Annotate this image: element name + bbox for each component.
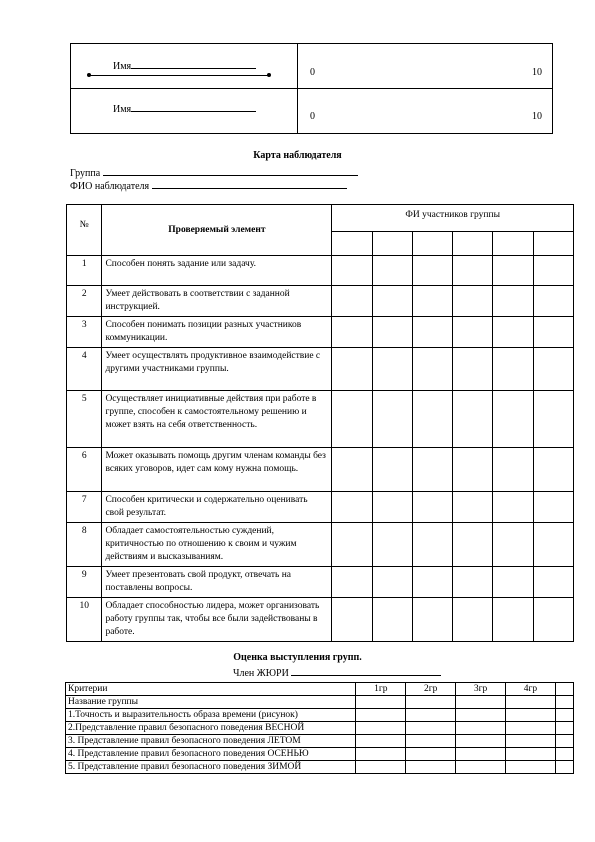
mark-cell[interactable] (412, 523, 452, 567)
mark-cell[interactable] (493, 348, 533, 391)
mark-cell[interactable] (412, 448, 452, 492)
row-element: Способен понимать позиции разных участников коммуникации. (102, 317, 332, 348)
mark-cell[interactable] (332, 256, 372, 286)
mark-cell[interactable] (453, 286, 493, 317)
mark-cell[interactable] (453, 317, 493, 348)
mark-cell[interactable] (332, 448, 372, 492)
table-row (66, 696, 574, 709)
col-group-header: 1гр (356, 683, 406, 696)
col-participants-header: ФИ участников группы (332, 205, 574, 232)
score-cell[interactable] (406, 696, 456, 709)
row-num: 2 (67, 286, 102, 317)
mark-cell[interactable] (372, 567, 412, 598)
scale-range-cell (298, 89, 553, 134)
score-cell[interactable] (456, 735, 506, 748)
mark-cell[interactable] (332, 567, 372, 598)
score-cell[interactable] (456, 696, 506, 709)
mark-cell[interactable] (453, 598, 493, 642)
mark-cell[interactable] (412, 348, 452, 391)
scale-min: 0 (310, 67, 315, 78)
score-cell[interactable] (456, 761, 506, 774)
table-row (67, 391, 574, 448)
mark-cell[interactable] (412, 598, 452, 642)
mark-cell[interactable] (453, 523, 493, 567)
mark-cell[interactable] (533, 256, 573, 286)
observer-table (66, 204, 574, 642)
row-num: 1 (67, 256, 102, 286)
mark-cell[interactable] (493, 391, 533, 448)
mark-cell[interactable] (453, 348, 493, 391)
row-num: 5 (67, 391, 102, 448)
mark-cell[interactable] (493, 523, 533, 567)
scale-table (70, 43, 553, 134)
mark-cell[interactable] (493, 448, 533, 492)
mark-cell[interactable] (332, 286, 372, 317)
jury-member-field[interactable]: Член ЖЮРИ (233, 666, 441, 679)
score-cell[interactable] (406, 748, 456, 761)
score-cell[interactable] (406, 761, 456, 774)
score-cell[interactable] (356, 735, 406, 748)
criteria-cell: 2.Представление правил безопасного поведения ВЕСНОЙ (66, 722, 356, 735)
col-group-header: 2гр (406, 683, 456, 696)
mark-cell[interactable] (412, 317, 452, 348)
mark-cell[interactable] (372, 448, 412, 492)
scale-max: 10 (532, 67, 542, 78)
score-cell[interactable] (356, 748, 406, 761)
scale-name-cell (71, 44, 298, 89)
mark-cell[interactable] (493, 492, 533, 523)
table-row (67, 348, 574, 391)
table-row (67, 598, 574, 642)
mark-cell[interactable] (332, 523, 372, 567)
row-element: Осуществляет инициативные действия при работе в группе, способен к самостоятельному решению и может взять на себя ответственность. (102, 391, 332, 448)
score-cell[interactable] (406, 709, 456, 722)
row-num: 10 (67, 598, 102, 642)
score-cell[interactable] (456, 722, 506, 735)
table-row (66, 761, 574, 774)
scale-row (71, 44, 553, 89)
row-element: Умеет осуществлять продуктивное взаимодействие с другими участниками группы. (102, 348, 332, 391)
row-element: Способен критически и содержательно оценивать свой результат. (102, 492, 332, 523)
col-group-header: 3гр (456, 683, 506, 696)
mark-cell[interactable] (493, 317, 533, 348)
scale-row (71, 89, 553, 134)
mark-cell[interactable] (533, 391, 573, 448)
score-cell[interactable] (506, 748, 556, 761)
mark-cell[interactable] (493, 598, 533, 642)
col-num-header: № (67, 205, 102, 256)
mark-cell[interactable] (533, 492, 573, 523)
table-row (67, 256, 574, 286)
mark-cell[interactable] (453, 567, 493, 598)
mark-cell[interactable] (533, 523, 573, 567)
mark-cell[interactable] (372, 391, 412, 448)
criteria-cell: 4. Представление правил безопасного поведения ОСЕНЬЮ (66, 748, 356, 761)
row-num: 8 (67, 523, 102, 567)
mark-cell[interactable] (372, 286, 412, 317)
score-cell[interactable] (406, 735, 456, 748)
col-criteria-header: Критерии (66, 683, 356, 696)
table-row (67, 567, 574, 598)
score-cell[interactable] (356, 709, 406, 722)
observer-name-field[interactable]: ФИО наблюдателя (70, 179, 347, 192)
score-cell[interactable] (356, 722, 406, 735)
mark-cell[interactable] (372, 492, 412, 523)
participant-name-cell[interactable] (493, 232, 533, 256)
mark-cell[interactable] (533, 286, 573, 317)
mark-cell[interactable] (453, 256, 493, 286)
table-row (67, 317, 574, 348)
table-row (66, 722, 574, 735)
mark-cell[interactable] (533, 598, 573, 642)
performance-title: Оценка выступления групп. (233, 652, 362, 663)
scale-max: 10 (532, 111, 542, 122)
row-element: Обладает самостоятельностью суждений, критичностью по отношению к своим и чужим действиям и высказываниям. (102, 523, 332, 567)
row-num: 3 (67, 317, 102, 348)
score-cell[interactable] (506, 735, 556, 748)
criteria-cell: 1.Точность и выразительность образа времени (рисунок) (66, 709, 356, 722)
row-num: 4 (67, 348, 102, 391)
mark-cell[interactable] (332, 317, 372, 348)
mark-cell[interactable] (453, 391, 493, 448)
score-cell[interactable] (506, 696, 556, 709)
table-row (66, 735, 574, 748)
scale-range-cell (298, 44, 553, 89)
mark-cell[interactable] (412, 256, 452, 286)
mark-cell[interactable] (453, 448, 493, 492)
criteria-cell: Название группы (66, 696, 356, 709)
table-row (66, 748, 574, 761)
performance-table (65, 682, 574, 774)
header-row (66, 683, 574, 696)
group-field[interactable]: Группа (70, 166, 358, 179)
mark-cell[interactable] (332, 348, 372, 391)
participant-name-cell[interactable] (453, 232, 493, 256)
name-field[interactable]: Имя (113, 103, 256, 115)
criteria-cell: 5. Представление правил безопасного поведения ЗИМОЙ (66, 761, 356, 774)
score-cell[interactable] (456, 709, 506, 722)
scale-min: 0 (310, 111, 315, 122)
mark-cell[interactable] (493, 256, 533, 286)
mark-cell[interactable] (332, 598, 372, 642)
score-cell[interactable] (506, 709, 556, 722)
row-element: Способен понять задание или задачу. (102, 256, 332, 286)
scale-name-cell (71, 89, 298, 134)
table-row (67, 448, 574, 492)
table-row (66, 709, 574, 722)
score-cell[interactable] (506, 722, 556, 735)
mark-cell[interactable] (372, 598, 412, 642)
row-element: Обладает способностью лидера, может организовать работу группы так, чтобы все были задействованы в работе. (102, 598, 332, 642)
score-cell[interactable] (356, 761, 406, 774)
col-group-header: 4гр (506, 683, 556, 696)
scale-line[interactable] (89, 75, 269, 76)
name-field[interactable]: Имя (113, 60, 256, 72)
participant-name-cell[interactable] (372, 232, 412, 256)
table-row (67, 492, 574, 523)
row-num: 7 (67, 492, 102, 523)
mark-cell[interactable] (372, 256, 412, 286)
mark-cell[interactable] (533, 317, 573, 348)
score-cell[interactable] (506, 761, 556, 774)
row-element: Может оказывать помощь другим членам команды без всяких уговоров, идет сам кому нужна помощь. (102, 448, 332, 492)
mark-cell[interactable] (453, 492, 493, 523)
score-cell[interactable] (456, 748, 506, 761)
scale-end-dot (267, 73, 271, 77)
row-element: Умеет презентовать свой продукт, отвечать на поставлены вопросы. (102, 567, 332, 598)
mark-cell[interactable] (332, 492, 372, 523)
table-row (67, 523, 574, 567)
mark-cell[interactable] (332, 391, 372, 448)
mark-cell[interactable] (533, 348, 573, 391)
mark-cell[interactable] (372, 317, 412, 348)
scale-start-dot (87, 73, 91, 77)
participant-name-cell[interactable] (412, 232, 452, 256)
row-element: Умеет действовать в соответствии с заданной инструкцией. (102, 286, 332, 317)
participant-name-cell[interactable] (533, 232, 573, 256)
score-cell[interactable] (356, 696, 406, 709)
col-element-header: Проверяемый элемент (102, 205, 332, 256)
mark-cell[interactable] (533, 448, 573, 492)
mark-cell[interactable] (533, 567, 573, 598)
mark-cell[interactable] (493, 286, 533, 317)
row-num: 6 (67, 448, 102, 492)
row-num: 9 (67, 567, 102, 598)
header-row (67, 205, 574, 232)
mark-cell[interactable] (412, 286, 452, 317)
mark-cell[interactable] (412, 391, 452, 448)
mark-cell[interactable] (493, 567, 533, 598)
mark-cell[interactable] (372, 523, 412, 567)
score-cell[interactable] (406, 722, 456, 735)
participant-name-cell[interactable] (332, 232, 372, 256)
mark-cell[interactable] (372, 348, 412, 391)
mark-cell[interactable] (412, 567, 452, 598)
criteria-cell: 3. Представление правил безопасного поведения ЛЕТОМ (66, 735, 356, 748)
table-row (67, 286, 574, 317)
observer-card-title: Карта наблюдателя (253, 150, 342, 161)
mark-cell[interactable] (412, 492, 452, 523)
